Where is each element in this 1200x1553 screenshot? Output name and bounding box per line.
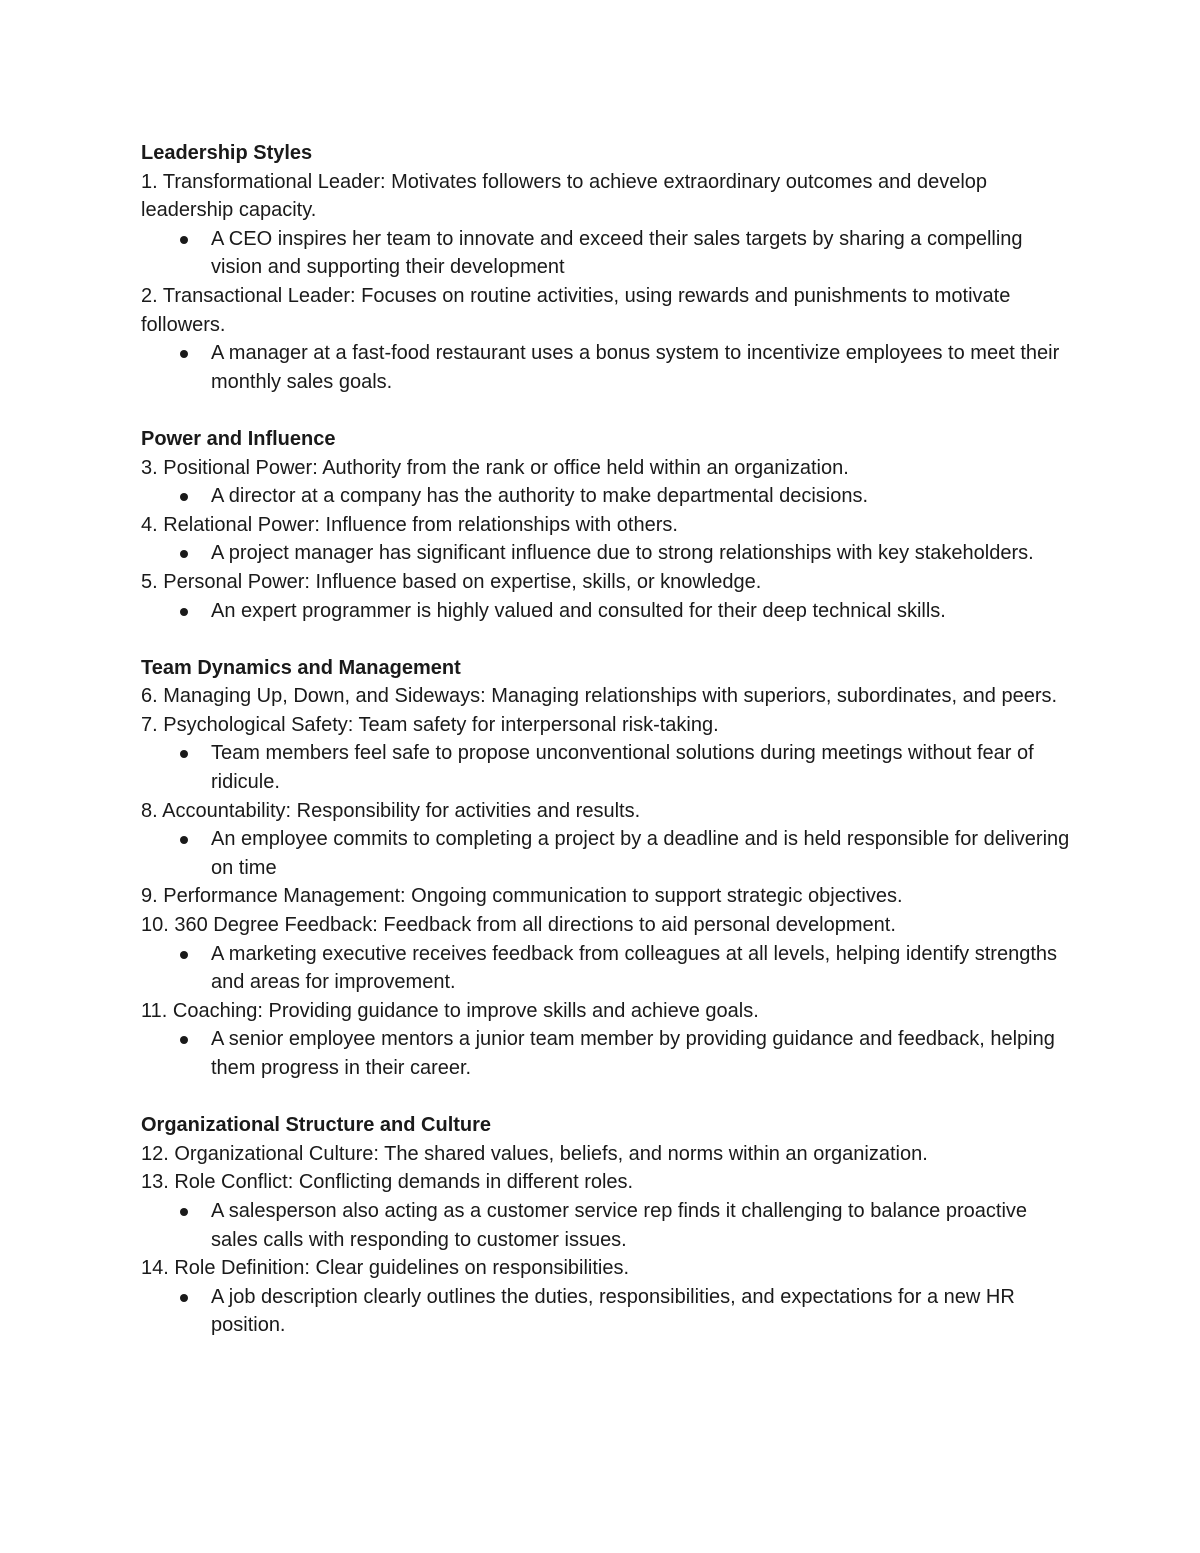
example-list: [141, 225, 1071, 282]
definition-item: 4. Relational Power: Influence from relationships with others.: [141, 513, 678, 536]
definition-item: 2. Transactional Leader: Focuses on routine activities, using rewards and punishments to motivate followers.: [141, 284, 1011, 336]
example-list: [141, 1283, 1071, 1340]
example-list: [141, 825, 1071, 882]
section-leadership-styles: [141, 139, 1071, 396]
example-list: [141, 739, 1071, 796]
definition-item: 7. Psychological Safety: Team safety for interpersonal risk-taking.: [141, 713, 719, 736]
example-list: [141, 1025, 1071, 1082]
definition-item: 14. Role Definition: Clear guidelines on responsibilities.: [141, 1257, 630, 1280]
example-bullet: A job description clearly outlines the duties, responsibilities, and expectations for a new HR position.: [211, 1283, 1071, 1340]
example-list: [141, 339, 1071, 396]
example-list: [141, 1197, 1071, 1254]
definition-item: 9. Performance Management: Ongoing communication to support strategic objectives.: [141, 885, 903, 908]
section-heading: Power and Influence: [141, 427, 336, 450]
section-team-dynamics: [141, 654, 1071, 1083]
example-bullet: A director at a company has the authority to make departmental decisions.: [211, 482, 1071, 511]
example-bullet: A salesperson also acting as a customer service rep finds it challenging to balance proactive sales calls with responding to customer issues.: [211, 1197, 1071, 1254]
section-heading: Team Dynamics and Management: [141, 656, 461, 679]
example-bullet: A project manager has significant influence due to strong relationships with key stakeholders.: [211, 539, 1071, 568]
example-bullet: A marketing executive receives feedback from colleagues at all levels, helping identify strengths and areas for improvement.: [211, 940, 1071, 997]
example-list: [141, 597, 1071, 626]
definition-item: 12. Organizational Culture: The shared values, beliefs, and norms within an organization.: [141, 1142, 928, 1165]
definition-item: 13. Role Conflict: Conflicting demands in different roles.: [141, 1171, 634, 1194]
definition-item: 10. 360 Degree Feedback: Feedback from all directions to aid personal development.: [141, 914, 896, 937]
definition-item: 5. Personal Power: Influence based on expertise, skills, or knowledge.: [141, 570, 762, 593]
definition-item: 6. Managing Up, Down, and Sideways: Managing relationships with superiors, subordinates, and peers.: [141, 685, 1058, 708]
example-list: [141, 940, 1071, 997]
section-heading: Organizational Structure and Culture: [141, 1114, 492, 1137]
example-bullet: An expert programmer is highly valued and consulted for their deep technical skills.: [211, 597, 1071, 626]
document-page: [141, 139, 1071, 1340]
definition-item: 1. Transformational Leader: Motivates followers to achieve extraordinary outcomes and develop leadership capacity.: [141, 170, 988, 222]
example-list: [141, 482, 1071, 511]
example-bullet: A manager at a fast-food restaurant uses a bonus system to incentivize employees to meet their monthly sales goals.: [211, 339, 1071, 396]
example-list: [141, 539, 1071, 568]
section-heading: Leadership Styles: [141, 142, 313, 164]
example-bullet: Team members feel safe to propose unconventional solutions during meetings without fear of ridicule.: [211, 739, 1071, 796]
example-bullet: An employee commits to completing a project by a deadline and is held responsible for delivering on time: [211, 825, 1071, 882]
definition-item: 8. Accountability: Responsibility for activities and results.: [141, 799, 641, 822]
section-power-and-influence: [141, 425, 1071, 625]
section-organizational-structure: [141, 1111, 1071, 1340]
example-bullet: A senior employee mentors a junior team member by providing guidance and feedback, helping them progress in their career.: [211, 1025, 1071, 1082]
example-bullet: A CEO inspires her team to innovate and exceed their sales targets by sharing a compelling vision and supporting their development: [211, 225, 1071, 282]
definition-item: 3. Positional Power: Authority from the rank or office held within an organization.: [141, 456, 849, 479]
definition-item: 11. Coaching: Providing guidance to improve skills and achieve goals.: [141, 999, 759, 1022]
